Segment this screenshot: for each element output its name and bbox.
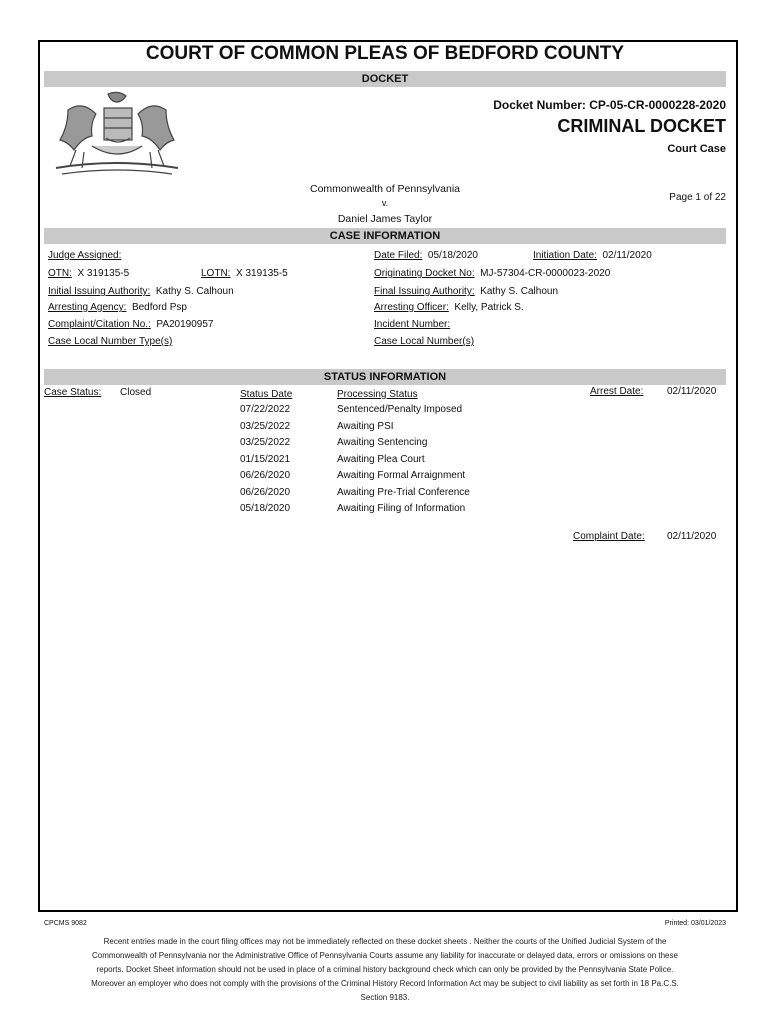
date-filed: [374, 250, 478, 261]
initiation-date: [533, 250, 652, 261]
initial-auth-value: Kathy S. Calhoun: [155, 286, 234, 297]
initial-issuing-authority: [48, 286, 234, 297]
status-row-date: 07/22/2022: [240, 404, 291, 415]
arrest-date-value: 02/11/2020: [667, 386, 717, 397]
page-label: Page 1 of 22: [669, 192, 726, 203]
complaint-date-label: Complaint Date:: [573, 531, 645, 542]
complaint-citation-no: [48, 319, 213, 330]
final-issuing-authority: [374, 286, 558, 297]
pennsylvania-seal-icon: [48, 90, 186, 178]
printed-date: Printed: 03/01/2023: [664, 920, 726, 927]
orig-docket-label: Originating Docket No:: [374, 268, 475, 279]
arresting-officer-value: Kelly, Patrick S.: [454, 302, 524, 313]
case-local-numbers: Case Local Number(s): [374, 336, 475, 347]
initial-auth-label: Initial Issuing Authority:: [48, 286, 151, 297]
case-status-label: Case Status:: [44, 387, 102, 398]
lotn-field: [201, 268, 288, 279]
arresting-agency-label: Arresting Agency:: [48, 302, 127, 313]
otn-value: X 319135-5: [77, 268, 130, 279]
case-local-number-type: Case Local Number Type(s): [48, 336, 173, 347]
final-auth-label: Final Issuing Authority:: [374, 286, 475, 297]
status-row-date: 05/18/2020: [240, 503, 291, 514]
otn-label: OTN:: [48, 268, 72, 279]
lotn-value: X 319135-5: [236, 268, 288, 279]
status-information-bar: STATUS INFORMATION: [44, 369, 726, 385]
final-auth-value: Kathy S. Calhoun: [480, 286, 558, 297]
status-row-processing-status: Awaiting Formal Arraignment: [337, 470, 466, 481]
status-row-processing-status: Awaiting Pre-Trial Conference: [337, 486, 470, 498]
status-row-processing-status: Awaiting Filing of Information: [337, 503, 466, 514]
docket-section-bar: DOCKET: [44, 71, 726, 87]
incident-label: Incident Number:: [374, 319, 451, 330]
status-row-processing-status: Awaiting PSI: [337, 420, 394, 432]
incident-number: [374, 319, 450, 330]
arresting-agency: [48, 302, 187, 313]
docket-type: CRIMINAL DOCKET: [557, 116, 726, 136]
date-filed-value: 05/18/2020: [427, 250, 478, 261]
form-id: CPCMS 9082: [44, 920, 87, 927]
status-row-date: 01/15/2021: [240, 453, 291, 465]
arresting-officer-label: Arresting Officer:: [374, 302, 449, 313]
case-status: [44, 387, 151, 398]
orig-docket-value: MJ-57304-CR-0000023-2020: [480, 268, 611, 279]
arrest-date-label: Arrest Date:: [590, 386, 644, 397]
initiation-label: Initiation Date:: [533, 250, 597, 261]
arresting-agency-value: Bedford Psp: [131, 302, 187, 313]
status-row-processing-status: Sentenced/Penalty Imposed: [337, 404, 463, 415]
status-row-processing-status: Awaiting Plea Court: [337, 453, 425, 465]
court-title: COURT OF COMMON PLEAS OF BEDFORD COUNTY: [145, 43, 625, 64]
complaint-date-value: 02/11/2020: [667, 531, 717, 542]
status-date-header: Status Date: [240, 389, 293, 400]
complaint-no-label: Complaint/Citation No.:: [48, 319, 151, 330]
originating-docket: [374, 268, 610, 279]
status-row-date: 06/26/2020: [240, 470, 291, 481]
judge-assigned: [48, 250, 121, 261]
case-information-bar: CASE INFORMATION: [44, 228, 726, 244]
lotn-label: LOTN:: [201, 268, 231, 279]
case-type: Court Case: [667, 143, 726, 155]
processing-status-header: Processing Status: [337, 389, 418, 400]
disclaimer-text: Recent entries made in the court filing offices may not be immediately reflected on these docket sheets . Neither the courts of the Unified Judicial System of the Commonwealth of Pennsylvania nor the Administrative Office of Pennsylvania Courts assume any liability for inaccurate or delayed data, errors or omissions on these reports. Docket Sheet information should not be used in place of a criminal history background check which can only be provided by the Pennsylvania State Police. Moreover an employer who does not comply with the provisions of the Criminal History Record Information Act may be subject to civil liability as set forth in 18 Pa.C.S. Section 9183.: [91, 937, 679, 1002]
caption-versus: v.: [381, 198, 389, 208]
caption-plaintiff: Commonwealth of Pennsylvania: [310, 183, 460, 195]
status-row-processing-status: Awaiting Sentencing: [337, 437, 428, 448]
case-status-value: Closed: [120, 387, 152, 398]
arresting-officer: [374, 302, 524, 313]
initiation-value: 02/11/2020: [602, 250, 652, 261]
docket-number: Docket Number: CP-05-CR-0000228-2020: [493, 98, 726, 112]
complaint-no-value: PA20190957: [156, 319, 214, 330]
status-row-date: 03/25/2022: [240, 420, 291, 432]
caption-defendant: Daniel James Taylor: [337, 213, 433, 225]
judge-label: Judge Assigned:: [48, 250, 122, 261]
otn-field: [48, 268, 129, 279]
status-row-date: 03/25/2022: [240, 437, 291, 448]
status-row-date: 06/26/2020: [240, 486, 291, 498]
date-filed-label: Date Filed:: [374, 250, 423, 261]
